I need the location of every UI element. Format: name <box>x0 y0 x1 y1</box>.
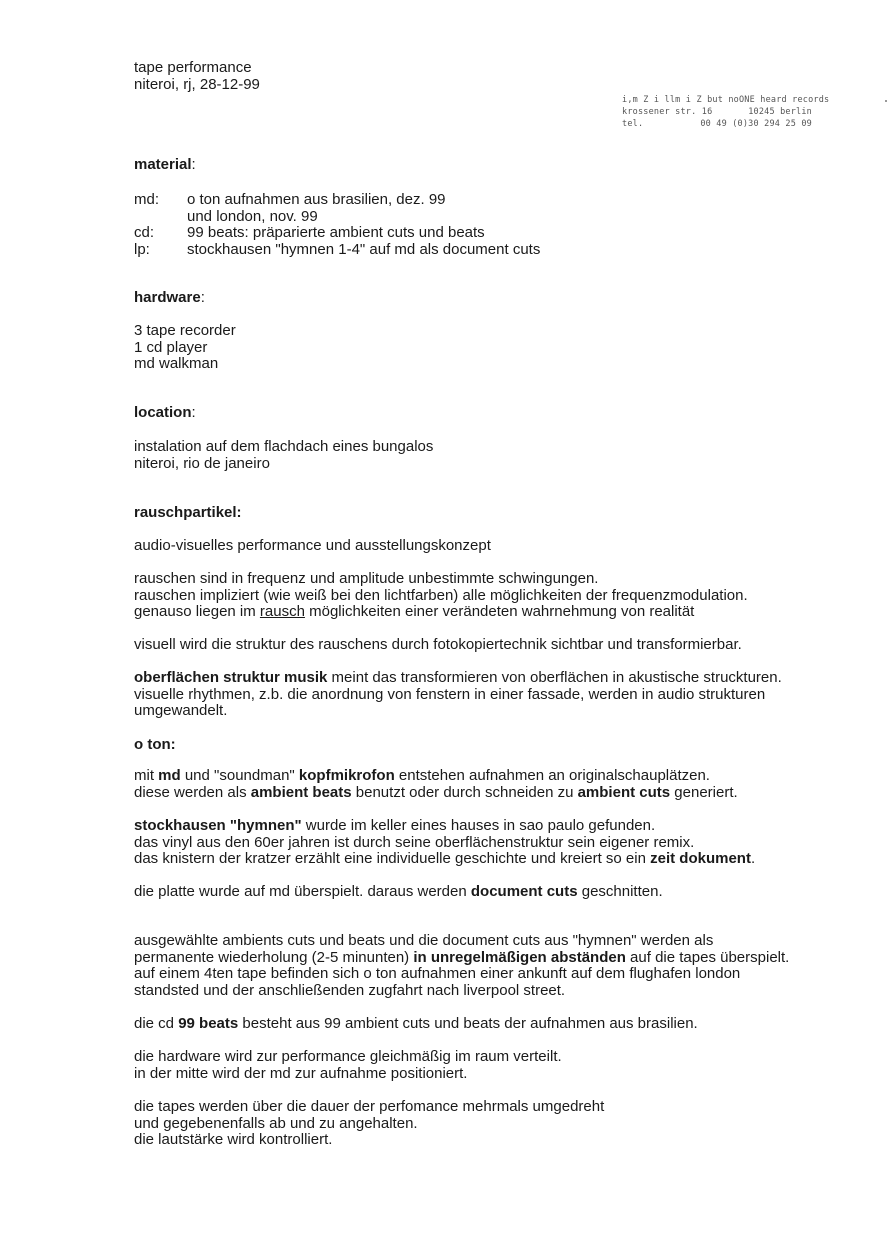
bold-term: zeit dokument <box>650 850 751 867</box>
bold-term: ambient cuts <box>577 783 671 801</box>
paragraph-line: die lautstärke wird kontrolliert. <box>134 1131 333 1148</box>
material-value: 99 beats: präparierte ambient cuts und beats <box>187 224 485 241</box>
text-run: benutzt oder durch schneiden zu <box>351 783 578 801</box>
text-run: mit <box>134 767 159 784</box>
material-row <box>134 192 849 209</box>
material-list <box>134 192 849 258</box>
paragraph-line: visuelle rhythmen, z.b. die anordnung von fenstern in einer fassade, werden in audio strukturen <box>134 685 766 703</box>
hardware-colon: : <box>200 289 205 306</box>
text-run: wurde im keller eines hauses in sao paulo gefunden. <box>301 817 656 834</box>
paragraph-line: die hardware wird zur performance gleichmäßig im raum verteilt. <box>134 1048 562 1065</box>
text-run: . <box>750 850 756 867</box>
rauschpartikel-paragraph-3 <box>134 670 849 720</box>
location-colon: : <box>191 404 196 421</box>
oton-paragraph-2 <box>134 818 849 868</box>
material-value: o ton aufnahmen aus brasilien, dez. 99 <box>187 191 446 208</box>
paragraph-line: die tapes werden über die dauer der perfomance mehrmals umgedreht <box>134 1098 605 1115</box>
paragraph-line: und gegebenenfalls ab und zu angehalten. <box>134 1114 418 1132</box>
text-run: auf die tapes überspielt. <box>625 948 790 966</box>
text-run: das knistern der kratzer erzählt eine individuelle geschichte und kreiert so ein <box>134 850 651 867</box>
text-run: besteht aus 99 ambient cuts und beats der aufnahmen aus brasilien. <box>238 1015 698 1032</box>
material-value: und london, nov. 99 <box>187 207 318 225</box>
material-key: lp: <box>134 240 150 258</box>
text-run: diese werden als <box>134 783 251 801</box>
paragraph-line: visuell wird die struktur des rauschens durch fotokopiertechnik sichtbar und transformierbar. <box>134 636 742 653</box>
text-run: permanente wiederholung (2-5 minunten) <box>134 948 414 966</box>
paragraph-line <box>134 768 849 785</box>
paragraph-line: auf einem 4ten tape befinden sich o ton aufnahmen einer ankunft auf dem flughafen london <box>134 965 741 982</box>
hardware-item: 1 cd player <box>134 338 208 356</box>
rauschpartikel-subtitle-block <box>134 538 849 555</box>
rauschpartikel-heading: rauschpartikel: <box>134 504 242 521</box>
material-colon: : <box>191 156 196 173</box>
bold-term: document cuts <box>470 883 578 900</box>
letterhead-tel-label: tel. <box>622 119 644 129</box>
text-run: genauso liegen im <box>134 603 260 620</box>
letterhead-tel: 00 49 (0)30 294 25 09 <box>700 119 812 129</box>
material-row <box>134 225 849 242</box>
final-paragraph-4 <box>134 1099 849 1149</box>
text-run: geschnitten. <box>577 883 663 900</box>
paragraph-line <box>134 818 849 835</box>
bold-term: md <box>158 767 181 784</box>
paragraph-line: das vinyl aus den 60er jahren ist durch seine oberflächenstruktur sein eigener remix. <box>134 833 695 851</box>
underlined-word: rausch <box>259 603 305 620</box>
oton-section <box>134 737 849 754</box>
paragraph-line <box>134 950 849 967</box>
material-row <box>134 209 849 226</box>
rauschpartikel-paragraph-1 <box>134 571 849 621</box>
letterhead <box>622 94 830 130</box>
material-key: cd: <box>134 224 155 241</box>
rauschpartikel-subtitle: audio-visuelles performance und ausstellungskonzept <box>134 537 491 554</box>
final-paragraph-3 <box>134 1049 849 1082</box>
paragraph-line: in der mitte wird der md zur aufnahme positioniert. <box>134 1064 468 1082</box>
final-paragraph-2 <box>134 1016 849 1033</box>
letterhead-line1: i,m Z i llm i Z but noONE heard records <box>622 95 830 105</box>
oton-heading: o ton: <box>134 736 176 753</box>
paragraph-line <box>134 670 849 687</box>
final-paragraph-1 <box>134 933 849 999</box>
bold-term: stockhausen "hymnen" <box>134 817 302 834</box>
text-run: und "soundman" <box>180 767 299 784</box>
paragraph-line: umgewandelt. <box>134 702 228 719</box>
paragraph-line <box>134 1016 849 1033</box>
oton-paragraph-3 <box>134 884 849 901</box>
bold-term: oberflächen struktur musik <box>134 669 328 686</box>
hardware-item: 3 tape recorder <box>134 322 236 339</box>
bold-term: 99 beats <box>178 1015 239 1032</box>
rauschpartikel-paragraph-2 <box>134 637 849 654</box>
letterhead-street: krossener str. 16 <box>622 107 713 117</box>
paragraph-line: standsted und der anschließenden zugfahrt nach liverpool street. <box>134 981 566 999</box>
text-run: möglichkeiten einer verändeten wahrnehmung von realität <box>304 603 695 620</box>
bold-term: kopfmikrofon <box>298 767 395 784</box>
rauschpartikel-section <box>134 505 849 522</box>
hardware-heading: hardware <box>134 289 201 306</box>
text-run: die cd <box>134 1015 179 1032</box>
paragraph-line: rauschen sind in frequenz und amplitude unbestimmte schwingungen. <box>134 570 599 587</box>
paragraph-line: ausgewählte ambients cuts und beats und die document cuts aus "hymnen" werden als <box>134 932 714 949</box>
material-value: stockhausen "hymnen 1-4" auf md als document cuts <box>187 240 541 258</box>
place-date: niteroi, rj, 28-12-99 <box>134 75 260 93</box>
material-key <box>134 209 187 226</box>
letterhead-city: 10245 berlin <box>748 107 812 117</box>
hardware-item: md walkman <box>134 355 219 372</box>
paragraph-line <box>134 884 849 901</box>
paragraph-line: rauschen impliziert (wie weiß bei den lichtfarben) alle möglichkeiten der frequenzmodulation. <box>134 586 748 604</box>
location-heading: location <box>134 404 192 421</box>
paragraph-line <box>134 851 849 868</box>
scan-speck <box>885 100 887 102</box>
text-run: entstehen aufnahmen an originalschauplätzen. <box>394 767 710 784</box>
bold-term: ambient beats <box>250 783 352 801</box>
bold-term: in unregelmäßigen abständen <box>413 948 626 966</box>
document-title: tape performance <box>134 59 252 76</box>
oton-paragraph-1 <box>134 768 849 801</box>
material-heading: material <box>134 156 192 173</box>
text-run: generiert. <box>670 783 738 801</box>
text-run: die platte wurde auf md überspielt. daraus werden <box>134 883 471 900</box>
material-section <box>134 157 849 174</box>
location-line: niteroi, rio de janeiro <box>134 454 270 472</box>
material-row <box>134 242 849 259</box>
hardware-section <box>134 290 849 307</box>
material-key: md: <box>134 191 160 208</box>
location-section <box>134 405 849 422</box>
paragraph-line <box>134 604 849 621</box>
text-run: meint das transformieren von oberflächen in akustische struckturen. <box>327 669 782 686</box>
paragraph-line <box>134 785 849 802</box>
hardware-list <box>134 323 849 373</box>
location-text <box>134 439 849 472</box>
location-line: instalation auf dem flachdach eines bungalos <box>134 438 434 455</box>
document-header <box>134 60 849 93</box>
